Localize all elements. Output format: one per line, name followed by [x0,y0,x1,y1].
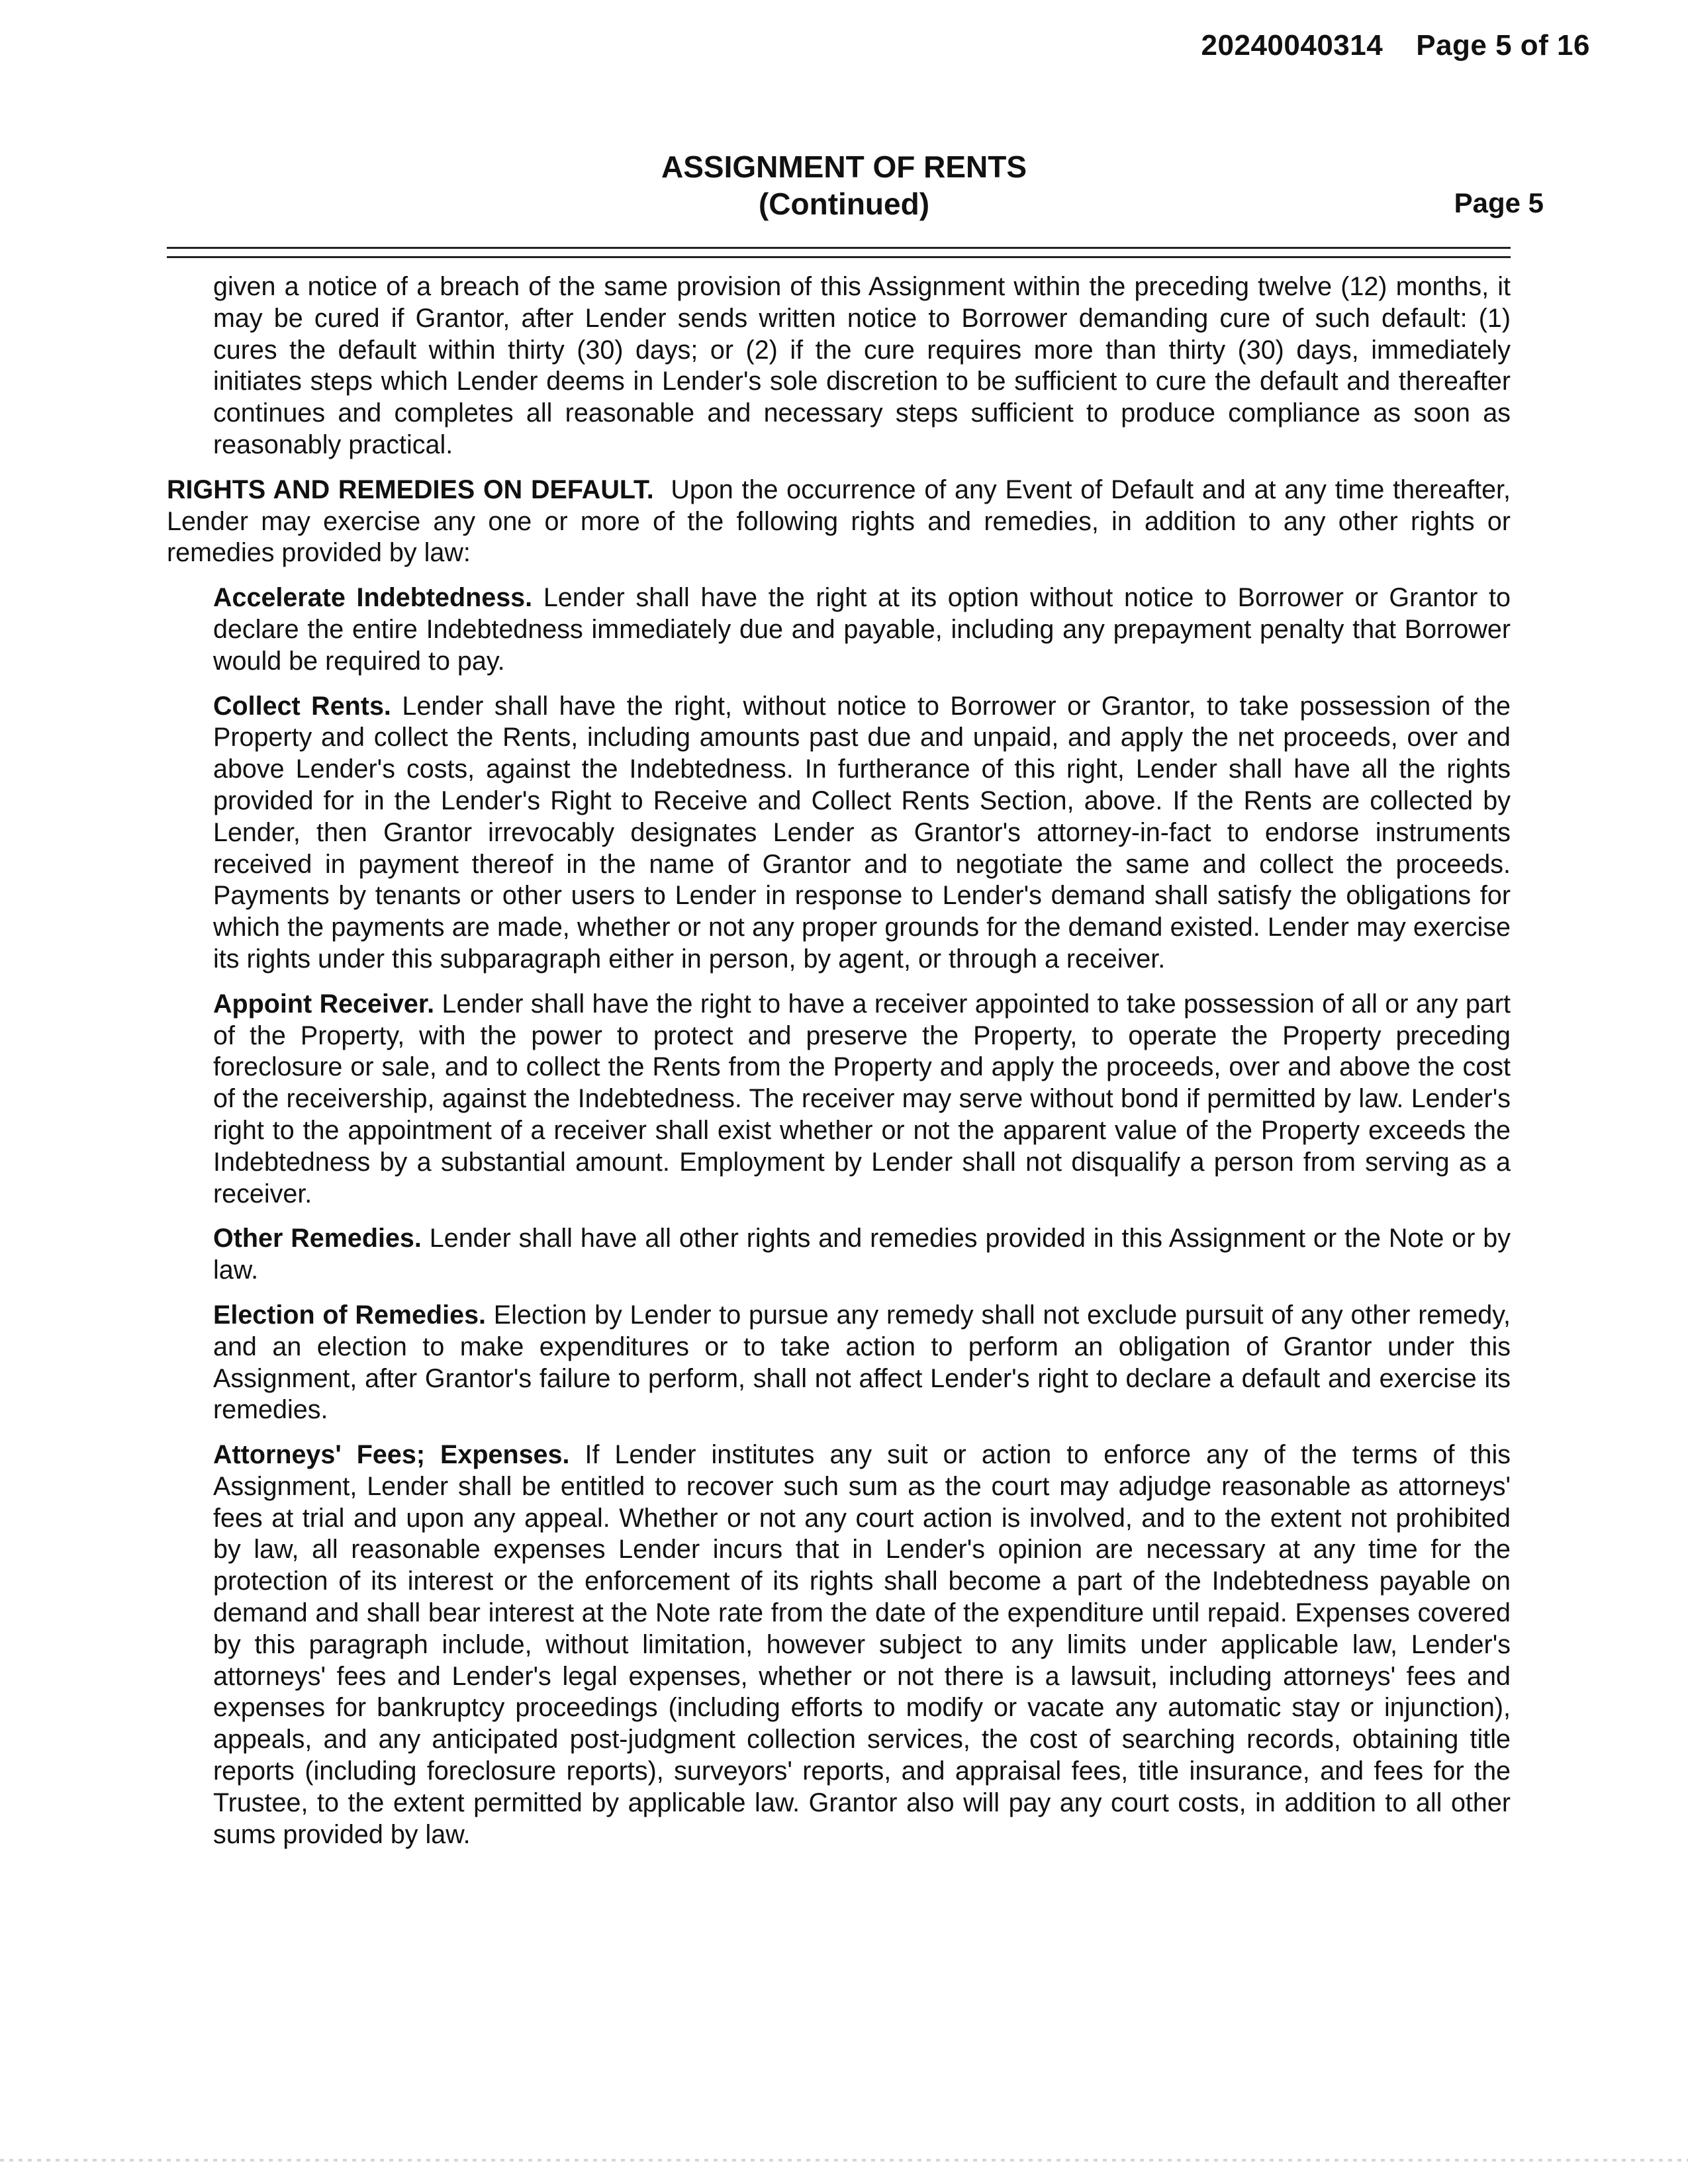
document-number: 20240040314 [1201,29,1383,62]
document-subtitle: (Continued) [758,187,930,221]
section-appoint-receiver [213,989,1511,1210]
section-other-remedies [213,1223,1511,1287]
page-of-count: Page 5 of 16 [1416,29,1590,62]
page-label: Page 5 [1454,187,1544,218]
document-title-block [0,148,1688,222]
section-text: Lender shall have all other rights and remedies provided in this Assignment or the Note or by law. [213,1224,1511,1285]
section-collect-rents [213,691,1511,976]
section-heading: Accelerate Indebtedness. [213,583,533,613]
section-accelerate-indebtedness [213,582,1511,677]
section-text: Lender shall have the right to have a receiver appointed to take possession of all or any part of the Property, with the power to protect and preserve the Property, to operate the Property preceding foreclosure or sale, and to collect the Rents from the Property and apply the proceeds, over and above the cost of the receivership, against the Indebtedness. The receiver may serve without bond if permitted by law. Lender's right to the appointment of a receiver shall exist whether or not the apparent value of the Property exceeds the Indebtedness by a substantial amount. Employment by Lender shall not disqualify a person from serving as a receiver. [213,989,1511,1208]
document-body [167,271,1511,1864]
rights-and-remedies-text: Upon the occurrence of any Event of Default and at any time thereafter, Lender may exercise any one or more of the following rights and remedies, in addition to any other rights or remedies provided by law: [167,475,1511,568]
recording-number [1201,29,1590,62]
section-election-of-remedies [213,1300,1511,1426]
section-heading: Appoint Receiver. [213,989,435,1019]
header-divider-bottom [167,256,1511,258]
section-text: Lender shall have the right at its option without notice to Borrower or Grantor to declare the entire Indebtedness immediately due and payable, including any prepayment penalty that Borrower would be required to pay. [213,583,1511,676]
section-heading: Collect Rents. [213,691,391,721]
section-text: If Lender institutes any suit or action to enforce any of the terms of this Assignment, Lender shall be entitled to recover such sum as the court may adjudge reasonable as attorneys' fees at trial and upon any appeal. Whether or not any court action is involved, and to the extent not prohibited by law, all reasonable expenses Lender incurs that in Lender's opinion are necessary at any time for the protection of its interest or the enforcement of its rights shall become a part of the Indebtedness payable on demand and shall bear interest at the Note rate from the date of the expenditure until repaid. Expenses covered by this paragraph include, without limitation, however subject to any limits under applicable law, Lender's attorneys' fees and Lender's legal expenses, whether or not there is a lawsuit, including attorneys' fees and expenses for bankruptcy proceedings (including efforts to modify or vacate any automatic stay or injunction), appeals, and any anticipated post-judgment collection services, the cost of searching records, obtaining title reports (including foreclosure reports), surveyors' reports, and appraisal fees, title insurance, and fees for the Trustee, to the extent permitted by applicable law. Grantor also will pay any court costs, in addition to all other sums provided by law. [213,1440,1511,1849]
section-heading: Election of Remedies. [213,1300,487,1330]
section-attorneys-fees-expenses [213,1439,1511,1850]
section-text: Lender shall have the right, without notice to Borrower or Grantor, to take possession of the Property and collect the Rents, including amounts past due and unpaid, and apply the net proceeds, over and above Lender's costs, against the Indebtedness. In furtherance of this right, Lender shall have all the rights provided for in the Lender's Right to Receive and Collect Rents Section, above. If the Rents are collected by Lender, then Grantor irrevocably designates Lender as Grantor's attorney-in-fact to endorse instruments received in payment thereof in the name of Grantor and to negotiate the same and collect the proceeds. Payments by tenants or other users to Lender in response to Lender's demand shall satisfy the obligations for which the payments are made, whether or not any proper grounds for the demand existed. Lender may exercise its rights under this subparagraph either in person, by agent, or through a receiver. [213,691,1511,974]
section-heading: Other Remedies. [213,1224,422,1253]
rights-and-remedies-heading: RIGHTS AND REMEDIES ON DEFAULT. [167,475,654,504]
section-text: Election by Lender to pursue any remedy shall not exclude pursuit of any other remedy, and an election to make expenditures or to take action to perform an obligation of Grantor under this Assignment, after Grantor's failure to perform, shall not affect Lender's right to declare a default and exercise its remedies. [213,1300,1511,1425]
rights-and-remedies-paragraph [167,475,1511,569]
continuation-paragraph: given a notice of a breach of the same provision of this Assignment within the preceding twelve (12) months, it may be cured if Grantor, after Lender sends written notice to Borrower demanding cure of such default: (1) cures the default within thirty (30) days; or (2) if the cure requires more than thirty (30) days, immediately initiates steps which Lender deems in Lender's sole discretion to be sufficient to cure the default and thereafter continues and completes all reasonable and necessary steps sufficient to produce compliance as soon as reasonably practical. [213,272,1511,459]
header-divider-top [167,247,1511,249]
document-title: ASSIGNMENT OF RENTS [661,150,1027,184]
scan-artifact-line [0,2159,1688,2161]
section-heading: Attorneys' Fees; Expenses. [213,1440,570,1470]
